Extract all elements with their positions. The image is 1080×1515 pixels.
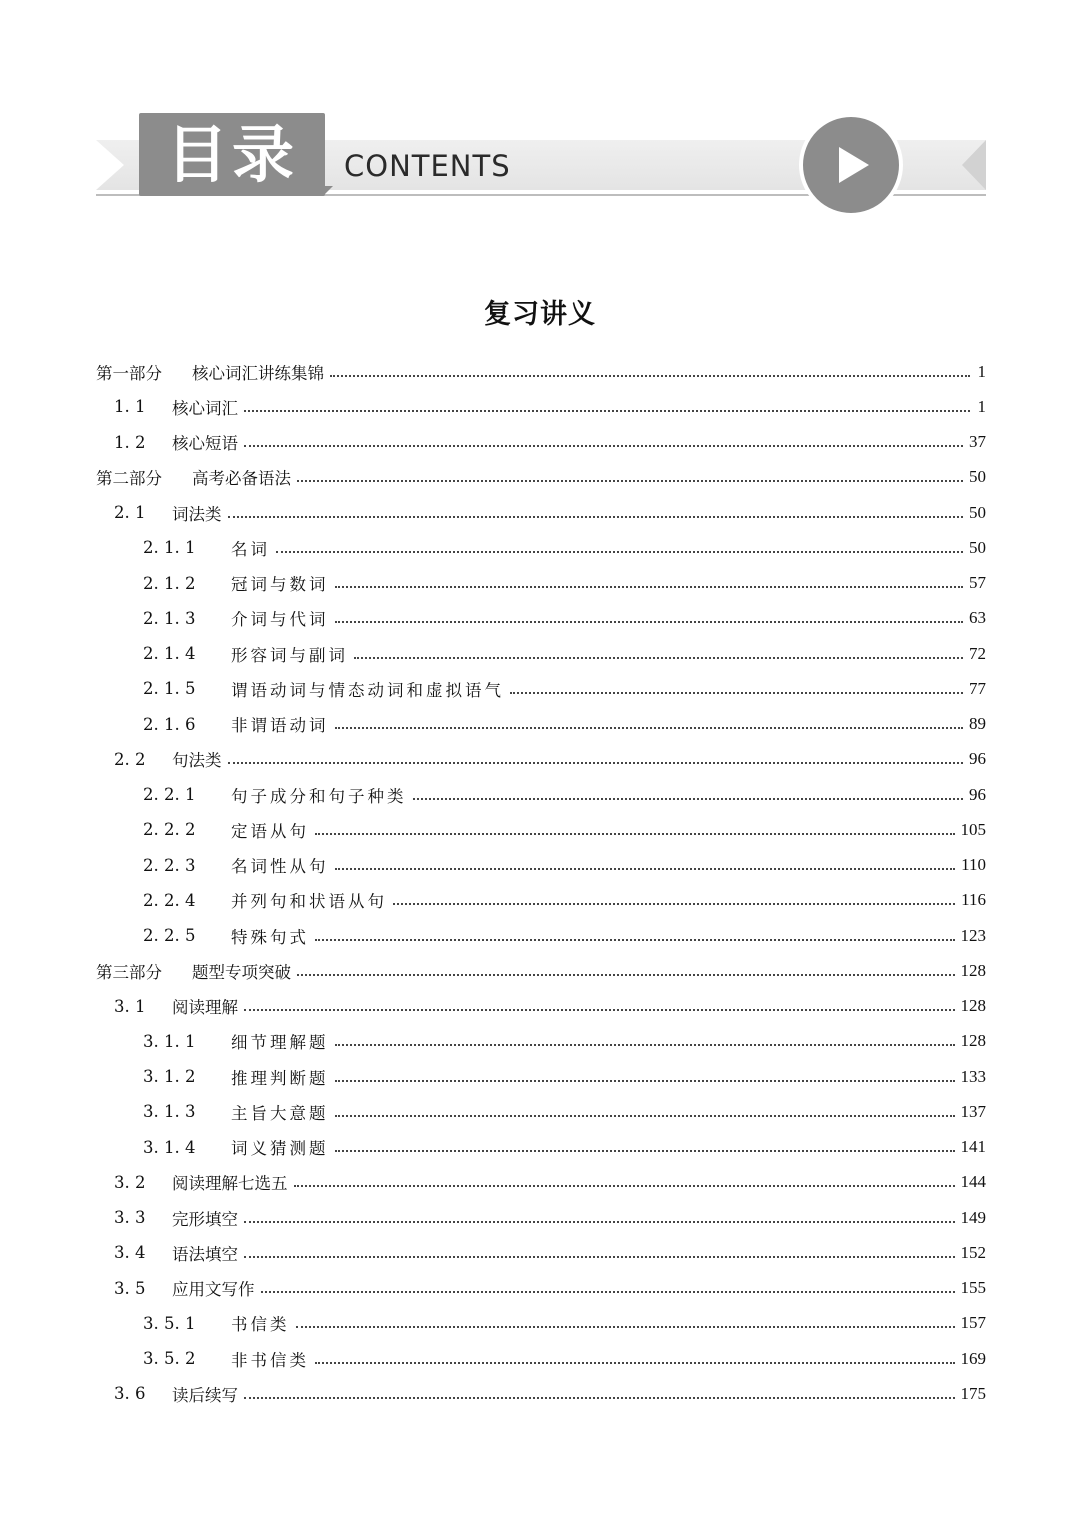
toc-entry-number: 2. 1. 3 bbox=[143, 608, 196, 628]
dot-leader bbox=[244, 445, 963, 447]
toc-entry-number: 2. 1. 5 bbox=[143, 679, 196, 699]
toc-entry-page: 77 bbox=[969, 678, 986, 698]
dot-leader bbox=[315, 1362, 955, 1364]
toc-entry-title: 书信类 bbox=[231, 1315, 290, 1335]
toc-entry-page: 155 bbox=[960, 1278, 986, 1298]
toc-entry-number: 2. 2. 5 bbox=[143, 926, 196, 946]
toc-entry-page: 116 bbox=[961, 890, 986, 910]
toc-entry-page: 157 bbox=[960, 1313, 986, 1333]
toc-entry-page: 96 bbox=[969, 784, 986, 804]
toc-entry-number: 2. 2 bbox=[114, 749, 146, 769]
toc-entry-number: 3. 1. 3 bbox=[143, 1102, 196, 1122]
toc-entry-page: 123 bbox=[960, 925, 986, 945]
toc-entry-page: 57 bbox=[969, 573, 986, 593]
toc-entry-number: 3. 1. 1 bbox=[143, 1031, 196, 1051]
toc-entry-title: 词义猜测题 bbox=[231, 1139, 329, 1159]
toc-entry[interactable] bbox=[96, 460, 986, 495]
toc-entry-page: 144 bbox=[960, 1172, 986, 1192]
toc-entry[interactable] bbox=[96, 1130, 986, 1165]
toc-entry-page: 169 bbox=[960, 1348, 986, 1368]
toc-entry-page: 50 bbox=[969, 537, 986, 557]
toc-entry-title: 推理判断题 bbox=[231, 1068, 329, 1088]
dot-leader bbox=[228, 762, 964, 764]
dot-leader bbox=[297, 480, 963, 482]
toc-entry-number: 第三部分 bbox=[96, 962, 162, 982]
toc-entry-number: 3. 1 bbox=[114, 996, 146, 1016]
toc-entry[interactable] bbox=[96, 1306, 986, 1341]
toc-entry[interactable] bbox=[96, 389, 986, 424]
toc-entry-page: 137 bbox=[960, 1101, 986, 1121]
toc-entry-page: 37 bbox=[969, 432, 986, 452]
toc-entry-number: 2. 2. 4 bbox=[143, 890, 196, 910]
toc-entry[interactable] bbox=[96, 495, 986, 530]
right-chevron-decoration bbox=[962, 140, 986, 190]
toc-entry[interactable] bbox=[96, 425, 986, 460]
dot-leader bbox=[413, 798, 964, 800]
toc-entry[interactable] bbox=[96, 671, 986, 706]
dot-leader bbox=[335, 621, 964, 623]
toc-entry-page: 133 bbox=[960, 1066, 986, 1086]
dot-leader bbox=[294, 1185, 955, 1187]
dot-leader bbox=[335, 586, 964, 588]
toc-entry-page: 152 bbox=[960, 1242, 986, 1262]
toc-entry-title: 细节理解题 bbox=[231, 1033, 329, 1053]
toc-entry[interactable] bbox=[96, 742, 986, 777]
toc-entry-page: 1 bbox=[977, 396, 986, 416]
toc-entry-title: 名词 bbox=[231, 539, 270, 559]
toc-entry-title: 读后续写 bbox=[172, 1385, 238, 1405]
toc-entry-page: 128 bbox=[960, 1031, 986, 1051]
dot-leader bbox=[296, 1326, 955, 1328]
dot-leader bbox=[335, 727, 964, 729]
toc-entry[interactable] bbox=[96, 953, 986, 988]
toc-entry-number: 3. 2 bbox=[114, 1172, 146, 1192]
toc-entry-title: 谓语动词与情态动词和虚拟语气 bbox=[231, 680, 504, 700]
toc-entry-title: 阅读理解 bbox=[172, 998, 238, 1018]
toc-entry-title: 定语从句 bbox=[231, 821, 309, 841]
toc-entry-title: 题型专项突破 bbox=[192, 962, 291, 982]
toc-entry-number: 1. 1 bbox=[114, 397, 146, 417]
dot-leader bbox=[244, 410, 970, 412]
toc-entry-page: 1 bbox=[977, 361, 986, 381]
toc-entry-title: 冠词与数词 bbox=[231, 575, 329, 595]
toc-entry[interactable] bbox=[96, 883, 986, 918]
toc-entry-page: 63 bbox=[969, 608, 986, 628]
toc-entry-number: 2. 2. 2 bbox=[143, 820, 196, 840]
toc-entry-number: 3. 5. 1 bbox=[143, 1313, 196, 1333]
play-button bbox=[799, 113, 903, 217]
dot-leader bbox=[510, 692, 963, 694]
toc-entry-page: 110 bbox=[961, 855, 986, 875]
toc-entry[interactable] bbox=[96, 812, 986, 847]
play-icon bbox=[829, 143, 873, 187]
left-chevron-decoration bbox=[96, 140, 124, 190]
toc-entry[interactable] bbox=[96, 601, 986, 636]
dot-leader bbox=[297, 974, 955, 976]
toc-entry-page: 96 bbox=[969, 749, 986, 769]
dot-leader bbox=[261, 1291, 955, 1293]
toc-entry-title: 非书信类 bbox=[231, 1350, 309, 1370]
toc-entry-title: 非谓语动词 bbox=[231, 716, 329, 736]
toc-entry-number: 3. 5. 2 bbox=[143, 1349, 196, 1369]
dot-leader bbox=[244, 1009, 955, 1011]
toc-entry[interactable] bbox=[96, 707, 986, 742]
dot-leader bbox=[335, 868, 956, 870]
contents-banner bbox=[0, 0, 1080, 230]
toc-entry-number: 3. 1. 4 bbox=[143, 1137, 196, 1157]
toc-entry-title: 名词性从句 bbox=[231, 857, 329, 877]
toc-entry-number: 2. 1. 2 bbox=[143, 573, 196, 593]
toc-entry-page: 72 bbox=[969, 643, 986, 663]
dot-leader bbox=[330, 375, 970, 377]
toc-entry-number: 第一部分 bbox=[96, 363, 162, 383]
toc-entry[interactable] bbox=[96, 1376, 986, 1411]
toc-entry[interactable] bbox=[96, 1235, 986, 1270]
toc-entry[interactable] bbox=[96, 1271, 986, 1306]
dot-leader bbox=[244, 1256, 955, 1258]
toc-entry-number: 1. 2 bbox=[114, 432, 146, 452]
dot-leader bbox=[335, 1150, 955, 1152]
toc-entry[interactable] bbox=[96, 1200, 986, 1235]
section-title: 复习讲义 bbox=[484, 299, 596, 330]
toc-entry[interactable] bbox=[96, 354, 986, 389]
toc-entry-page: 149 bbox=[960, 1207, 986, 1227]
toc-entry-title: 词法类 bbox=[172, 504, 222, 524]
toc-entry-page: 128 bbox=[960, 960, 986, 980]
title-box-fold bbox=[323, 186, 333, 196]
dot-leader bbox=[335, 1115, 955, 1117]
dot-leader bbox=[315, 939, 955, 941]
toc-entry[interactable] bbox=[96, 636, 986, 671]
dot-leader bbox=[276, 551, 963, 553]
toc-entry-title: 高考必备语法 bbox=[192, 469, 291, 489]
toc-entry-number: 第二部分 bbox=[96, 469, 162, 489]
toc-entry-number: 2. 1. 6 bbox=[143, 714, 196, 734]
toc-entry-page: 105 bbox=[960, 819, 986, 839]
toc-entry-number: 3. 6 bbox=[114, 1384, 146, 1404]
toc-entry-number: 3. 5 bbox=[114, 1278, 146, 1298]
toc-entry-title: 句子成分和句子种类 bbox=[231, 786, 407, 806]
toc-entry-page: 175 bbox=[960, 1383, 986, 1403]
dot-leader bbox=[335, 1044, 955, 1046]
toc-entry-title: 核心词汇讲练集锦 bbox=[192, 363, 324, 383]
toc-entry[interactable] bbox=[96, 1059, 986, 1094]
toc-entry-number: 2. 2. 1 bbox=[143, 785, 196, 805]
toc-entry-title: 特殊句式 bbox=[231, 927, 309, 947]
toc-entry-title: 核心短语 bbox=[172, 434, 238, 454]
toc-entry-page: 128 bbox=[960, 996, 986, 1016]
toc-entry-number: 3. 1. 2 bbox=[143, 1067, 196, 1087]
toc-entry-number: 3. 3 bbox=[114, 1208, 146, 1228]
toc-entry-title: 句法类 bbox=[172, 751, 222, 771]
toc-entry-title: 阅读理解七选五 bbox=[172, 1174, 288, 1194]
toc-entry[interactable] bbox=[96, 530, 986, 565]
toc-entry[interactable] bbox=[96, 918, 986, 953]
dot-leader bbox=[228, 516, 964, 518]
toc-entry-number: 2. 1. 1 bbox=[143, 538, 196, 558]
dot-leader bbox=[244, 1397, 955, 1399]
dot-leader bbox=[315, 833, 955, 835]
dot-leader bbox=[354, 657, 963, 659]
toc-entry[interactable] bbox=[96, 1024, 986, 1059]
toc-entry-number: 3. 4 bbox=[114, 1243, 146, 1263]
toc-entry[interactable] bbox=[96, 1165, 986, 1200]
toc-entry-title: 并列句和状语从句 bbox=[231, 892, 387, 912]
dot-leader bbox=[244, 1221, 955, 1223]
toc-entry[interactable] bbox=[96, 566, 986, 601]
banner-title-en: CONTENTS bbox=[344, 149, 511, 183]
toc-entry[interactable] bbox=[96, 1341, 986, 1376]
toc-entry-title: 介词与代词 bbox=[231, 610, 329, 630]
toc-entry[interactable] bbox=[96, 777, 986, 812]
table-of-contents bbox=[96, 354, 986, 1412]
toc-entry-number: 2. 1. 4 bbox=[143, 644, 196, 664]
toc-entry-page: 50 bbox=[969, 467, 986, 487]
toc-entry-title: 形容词与副词 bbox=[231, 645, 348, 665]
toc-entry-page: 89 bbox=[969, 714, 986, 734]
dot-leader bbox=[393, 903, 955, 905]
toc-entry-page: 50 bbox=[969, 502, 986, 522]
toc-entry-title: 语法填空 bbox=[172, 1244, 238, 1264]
banner-title-cn: 目录 bbox=[139, 113, 325, 196]
toc-entry[interactable] bbox=[96, 848, 986, 883]
toc-entry-title: 完形填空 bbox=[172, 1209, 238, 1229]
toc-entry-page: 141 bbox=[960, 1137, 986, 1157]
toc-entry-title: 主旨大意题 bbox=[231, 1103, 329, 1123]
toc-entry-title: 核心词汇 bbox=[172, 398, 238, 418]
dot-leader bbox=[335, 1080, 955, 1082]
toc-entry[interactable] bbox=[96, 989, 986, 1024]
toc-entry-number: 2. 2. 3 bbox=[143, 855, 196, 875]
toc-entry-number: 2. 1 bbox=[114, 503, 146, 523]
toc-entry[interactable] bbox=[96, 1094, 986, 1129]
toc-entry-title: 应用文写作 bbox=[172, 1280, 255, 1300]
